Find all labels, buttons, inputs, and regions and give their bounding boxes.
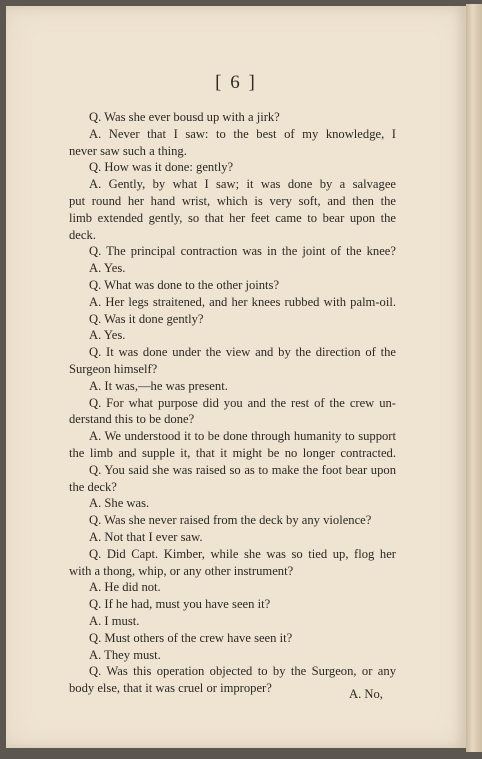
text-line: A. Her legs straitened, and her knees rubbed with palm-oil. xyxy=(89,294,396,309)
book-spine xyxy=(466,4,482,752)
text-line: A. She was. xyxy=(89,496,150,511)
text-line: Q. How was it done: gently? xyxy=(89,160,234,175)
text-line: the deck? xyxy=(69,479,117,494)
text-line: Q. The principal contraction was in the joint of the knee? xyxy=(89,244,396,259)
text-line: with a thong, whip, or any other instrument? xyxy=(69,563,294,578)
text-line: A. Not that I ever saw. xyxy=(89,529,203,544)
text-line: Q. If he had, must you have seen it? xyxy=(89,597,271,612)
text-line: A. Yes. xyxy=(89,328,126,343)
text-line: Q. Was it done gently? xyxy=(89,311,204,326)
text-line: A. Never that I saw: to the best of my knowledge, I xyxy=(89,126,396,141)
body-text xyxy=(69,109,396,697)
text-line: put round her hand wrist, which is very soft, and then the xyxy=(69,193,396,208)
text-line: A. We understood it to be done through humanity to support xyxy=(89,429,396,444)
text-line: never saw such a thing. xyxy=(69,143,187,158)
text-line: deck. xyxy=(69,227,96,242)
text-line: the limb and supple it, that it might be no longer contracted. xyxy=(69,445,396,460)
page-number: [ 6 ] xyxy=(215,72,257,93)
text-line: limb extended gently, so that her feet came to bear upon the xyxy=(69,210,396,225)
text-line: A. I must. xyxy=(89,613,140,628)
text-line: Q. Was this operation objected to by the Surgeon, or any xyxy=(89,664,396,679)
text-line: A. He did not. xyxy=(89,580,161,595)
text-line: Surgeon himself? xyxy=(69,361,158,376)
text-line: A. Yes. xyxy=(89,261,126,276)
text-line: A. They must. xyxy=(89,647,161,662)
text-line: Q. What was done to the other joints? xyxy=(89,277,280,292)
text-line: A. It was,—he was present. xyxy=(89,378,228,393)
text-line: Q. You said she was raised so as to make the foot bear upon xyxy=(89,462,396,477)
text-line: Q. Did Capt. Kimber, while she was so tied up, flog her xyxy=(89,546,396,561)
text-line: A. Gently, by what I saw; it was done by a salvagee xyxy=(89,177,396,192)
text-line: Q. Was she never raised from the deck by any violence? xyxy=(89,513,372,528)
text-line: derstand this to be done? xyxy=(69,412,195,427)
text-line: Q. Must others of the crew have seen it? xyxy=(89,630,293,645)
book-page xyxy=(6,6,466,748)
catchword: A. No, xyxy=(349,687,383,701)
text-line: body else, that it was cruel or improper? xyxy=(69,681,272,696)
text-line: Q. Was she ever bousd up with a jirk? xyxy=(89,110,280,124)
text-line: Q. It was done under the view and by the direction of the xyxy=(89,345,396,360)
text-line: Q. For what purpose did you and the rest of the crew un- xyxy=(89,395,396,410)
